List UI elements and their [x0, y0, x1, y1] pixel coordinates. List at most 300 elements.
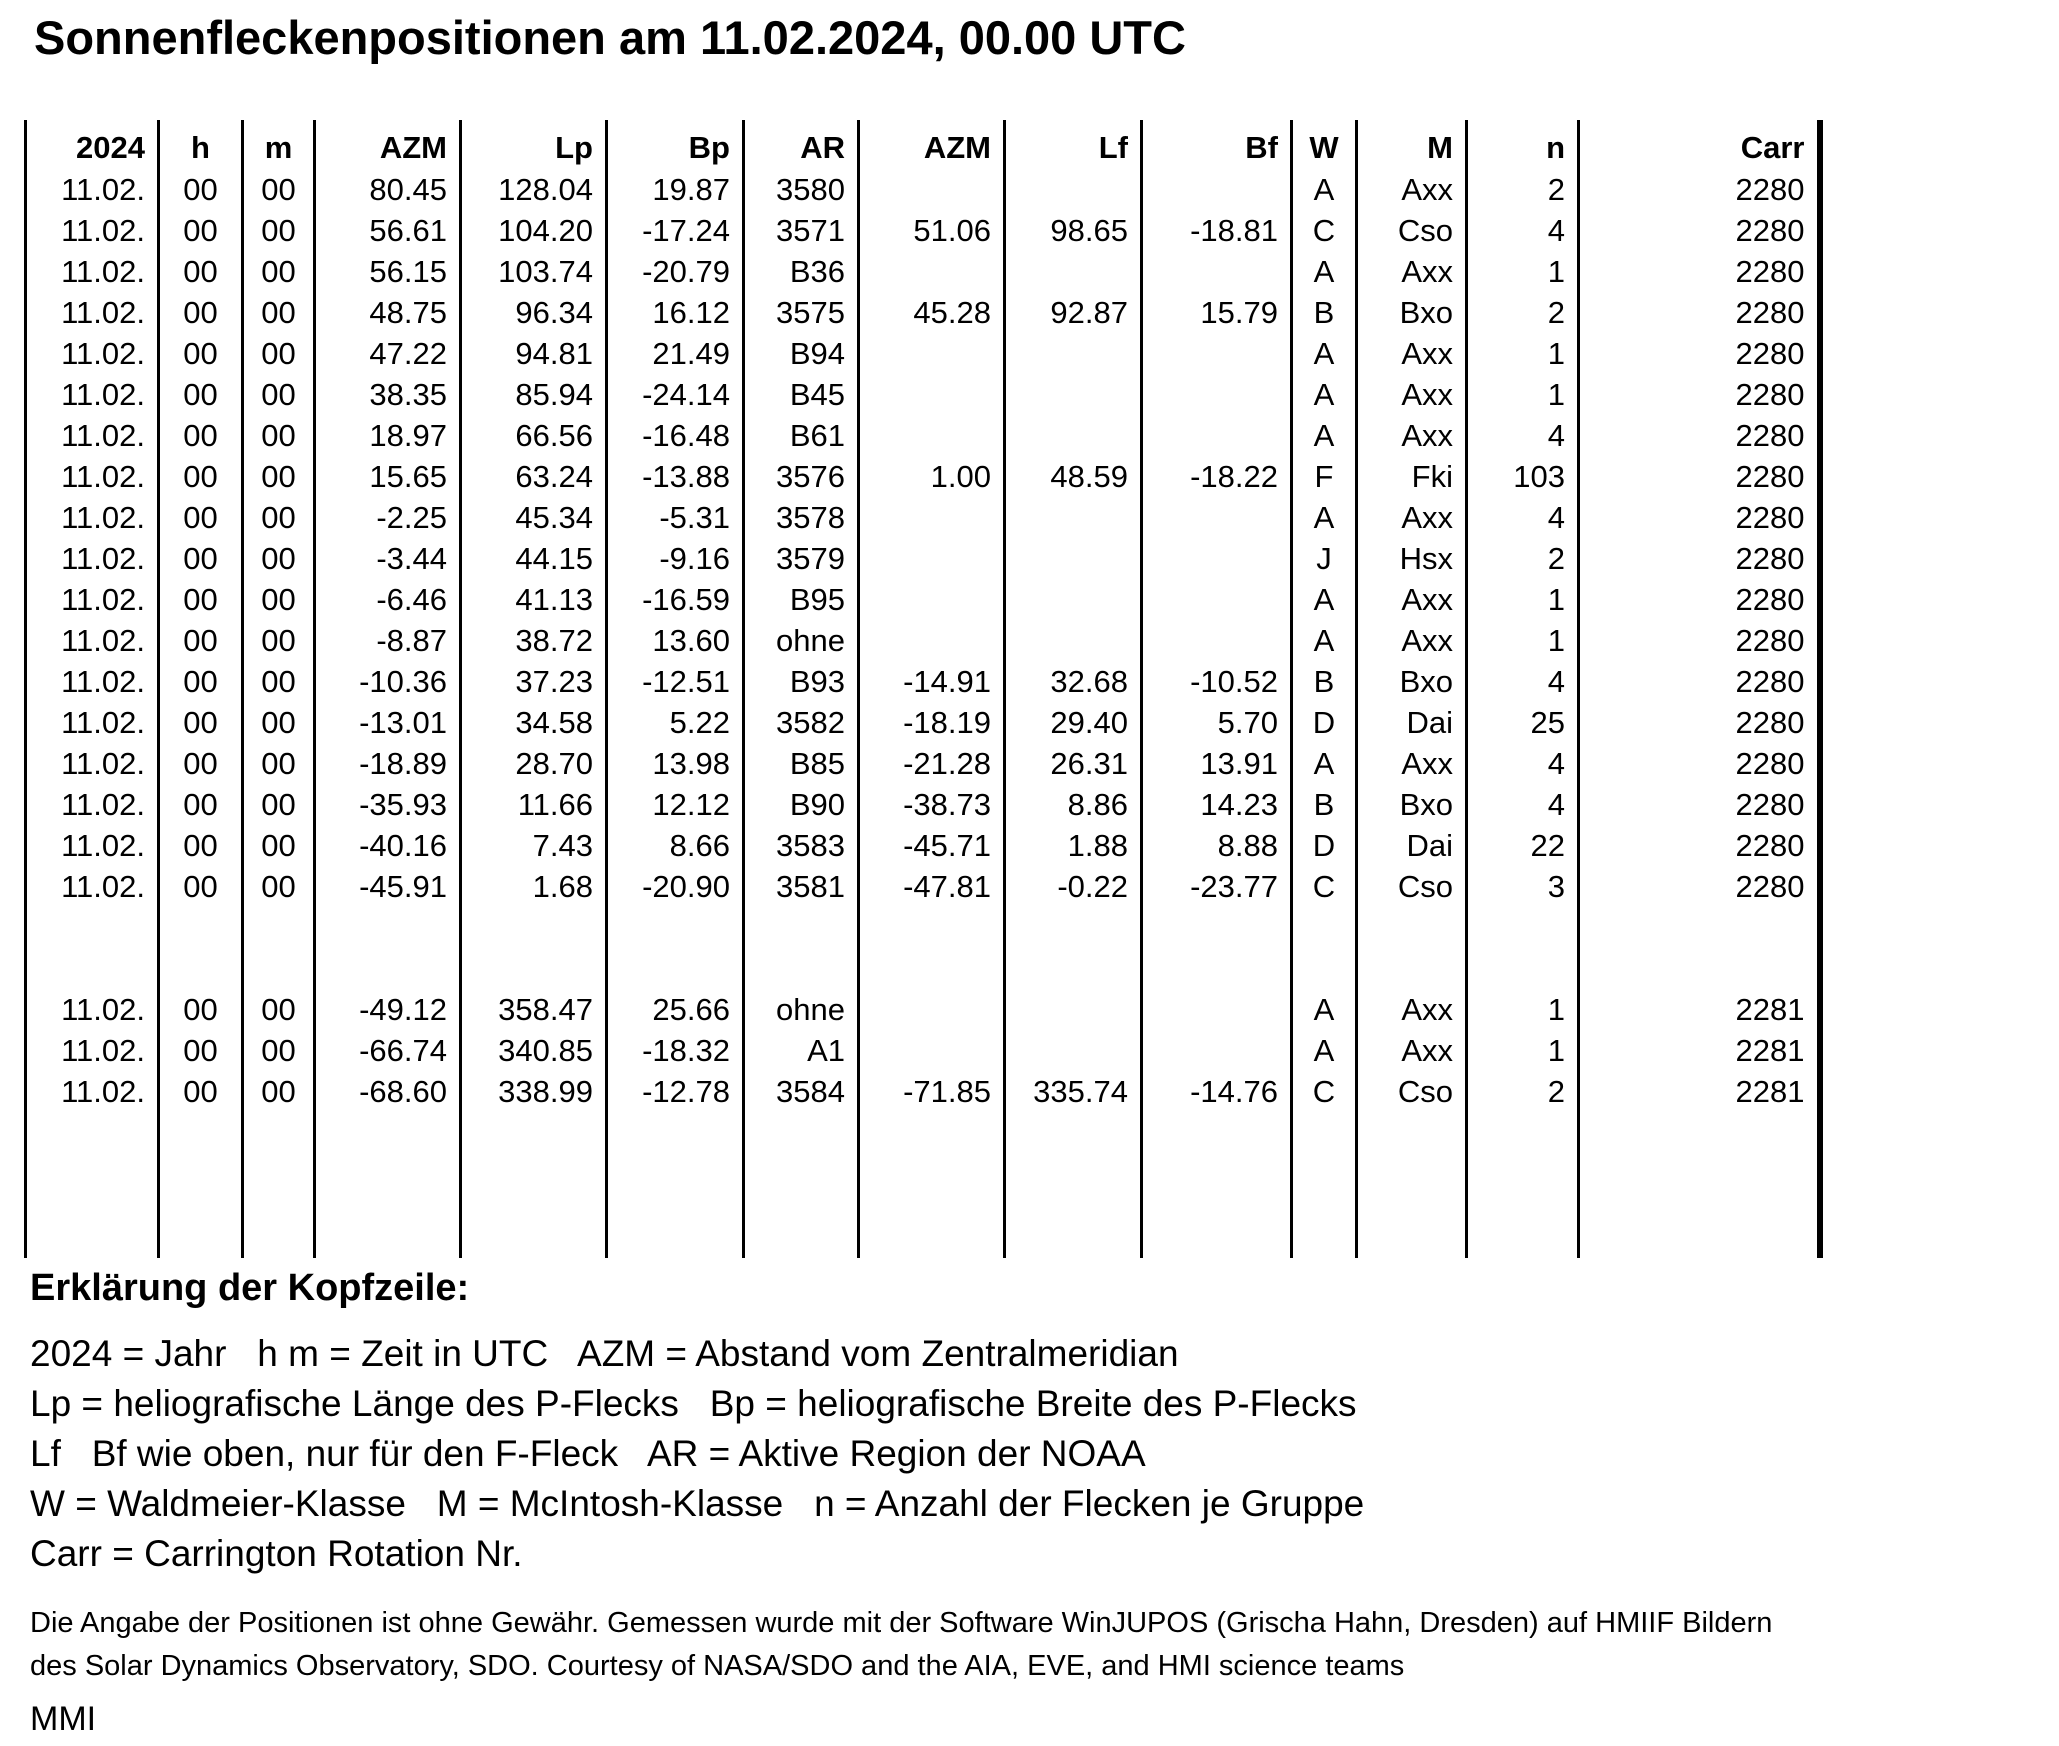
header-cell: Carr: [1579, 120, 1820, 169]
cell: 00: [243, 784, 315, 825]
cell: 11.02.: [26, 620, 159, 661]
table-row: [26, 702, 1820, 743]
cell: 00: [243, 538, 315, 579]
cell: 2: [1467, 1071, 1579, 1112]
cell: C: [1292, 210, 1357, 251]
cell: 358.47: [461, 989, 607, 1030]
cell: 340.85: [461, 1030, 607, 1071]
table-row: [26, 743, 1820, 784]
cell: 103: [1467, 456, 1579, 497]
cell: ohne: [744, 989, 859, 1030]
cell: [607, 1112, 744, 1258]
cell: [744, 907, 859, 989]
cell: 00: [243, 415, 315, 456]
table-row: [26, 415, 1820, 456]
cell: 00: [159, 456, 243, 497]
cell: B: [1292, 784, 1357, 825]
cell: 00: [243, 292, 315, 333]
cell: 5.22: [607, 702, 744, 743]
cell: 92.87: [1005, 292, 1142, 333]
table-row: [26, 579, 1820, 620]
cell: 38.35: [315, 374, 461, 415]
cell: 00: [243, 989, 315, 1030]
cell: [461, 1112, 607, 1258]
cell: 13.60: [607, 620, 744, 661]
cell: 11.02.: [26, 497, 159, 538]
cell: [859, 374, 1005, 415]
cell: 3579: [744, 538, 859, 579]
cell: 5.70: [1142, 702, 1292, 743]
cell: B95: [744, 579, 859, 620]
cell: 11.02.: [26, 333, 159, 374]
cell: 11.02.: [26, 251, 159, 292]
cell: [1142, 1112, 1292, 1258]
cell: 00: [159, 497, 243, 538]
cell: B94: [744, 333, 859, 374]
cell: 2280: [1579, 538, 1820, 579]
cell: -6.46: [315, 579, 461, 620]
cell: [1142, 538, 1292, 579]
cell: A: [1292, 333, 1357, 374]
cell: A: [1292, 989, 1357, 1030]
cell: 1: [1467, 620, 1579, 661]
cell: [1292, 1112, 1357, 1258]
cell: -20.90: [607, 866, 744, 907]
cell: 2280: [1579, 374, 1820, 415]
cell: 38.72: [461, 620, 607, 661]
cell: 47.22: [315, 333, 461, 374]
cell: -17.24: [607, 210, 744, 251]
cell: -13.01: [315, 702, 461, 743]
cell: 34.58: [461, 702, 607, 743]
cell: [1142, 251, 1292, 292]
cell: A: [1292, 579, 1357, 620]
cell: [1467, 907, 1579, 989]
cell: 00: [243, 866, 315, 907]
cell: [859, 579, 1005, 620]
cell: 28.70: [461, 743, 607, 784]
table-row: [26, 538, 1820, 579]
cell: [1005, 579, 1142, 620]
cell: 1: [1467, 333, 1579, 374]
cell: 13.91: [1142, 743, 1292, 784]
cell: 00: [243, 1030, 315, 1071]
explanation-line: Carr = Carrington Rotation Nr.: [30, 1533, 523, 1574]
cell: A: [1292, 374, 1357, 415]
header-cell: AZM: [859, 120, 1005, 169]
cell: [859, 989, 1005, 1030]
cell: 00: [159, 292, 243, 333]
header-cell: m: [243, 120, 315, 169]
cell: 4: [1467, 743, 1579, 784]
cell: [859, 415, 1005, 456]
cell: [744, 1112, 859, 1258]
header-cell: Bp: [607, 120, 744, 169]
cell: 2280: [1579, 702, 1820, 743]
cell: B90: [744, 784, 859, 825]
cell: [1005, 1030, 1142, 1071]
cell: -45.71: [859, 825, 1005, 866]
cell: 11.02.: [26, 579, 159, 620]
cell: Hsx: [1357, 538, 1467, 579]
header-cell: AZM: [315, 120, 461, 169]
cell: 8.88: [1142, 825, 1292, 866]
cell: -45.91: [315, 866, 461, 907]
cell: 3581: [744, 866, 859, 907]
cell: B85: [744, 743, 859, 784]
table-row: [26, 989, 1820, 1030]
cell: 2280: [1579, 251, 1820, 292]
cell: Dai: [1357, 825, 1467, 866]
cell: ohne: [744, 620, 859, 661]
cell: [1142, 374, 1292, 415]
cell: -66.74: [315, 1030, 461, 1071]
cell: 00: [243, 825, 315, 866]
cell: 2280: [1579, 620, 1820, 661]
cell: 7.43: [461, 825, 607, 866]
disclaimer-line: Die Angabe der Positionen ist ohne Gewähr. Gemessen wurde mit der Software WinJUPOS (Grischa Hahn, Dresden) auf HMIIF Bildern: [30, 1607, 1773, 1639]
page-title: Sonnenfleckenpositionen am 11.02.2024, 00.00 UTC: [34, 11, 1186, 64]
cell: 3582: [744, 702, 859, 743]
cell: 00: [243, 251, 315, 292]
cell: 00: [159, 825, 243, 866]
cell: 25: [1467, 702, 1579, 743]
cell: 00: [159, 333, 243, 374]
cell: [461, 907, 607, 989]
cell: [1357, 1112, 1467, 1258]
cell: 4: [1467, 497, 1579, 538]
cell: 2280: [1579, 210, 1820, 251]
cell: [859, 907, 1005, 989]
cell: 3580: [744, 169, 859, 210]
cell: [1579, 907, 1820, 989]
cell: 4: [1467, 415, 1579, 456]
cell: 98.65: [1005, 210, 1142, 251]
header-cell: AR: [744, 120, 859, 169]
cell: -20.79: [607, 251, 744, 292]
cell: 00: [159, 743, 243, 784]
cell: [1292, 907, 1357, 989]
explanation-block: [30, 1329, 1364, 1579]
cell: 3583: [744, 825, 859, 866]
cell: [1005, 415, 1142, 456]
cell: 1: [1467, 374, 1579, 415]
header-cell: n: [1467, 120, 1579, 169]
cell: 00: [243, 374, 315, 415]
cell: -40.16: [315, 825, 461, 866]
cell: B61: [744, 415, 859, 456]
cell: 00: [159, 784, 243, 825]
cell: -12.78: [607, 1071, 744, 1112]
cell: 00: [159, 210, 243, 251]
cell: 2280: [1579, 333, 1820, 374]
cell: Cso: [1357, 1071, 1467, 1112]
cell: 00: [243, 497, 315, 538]
cell: 44.15: [461, 538, 607, 579]
cell: 4: [1467, 784, 1579, 825]
cell: 3: [1467, 866, 1579, 907]
cell: -68.60: [315, 1071, 461, 1112]
table-row: [26, 374, 1820, 415]
table-row: [26, 1071, 1820, 1112]
cell: 00: [243, 210, 315, 251]
cell: [1142, 415, 1292, 456]
cell: [26, 1112, 159, 1258]
cell: [315, 1112, 461, 1258]
cell: 12.12: [607, 784, 744, 825]
cell: [1579, 1112, 1820, 1258]
cell: Axx: [1357, 620, 1467, 661]
cell: -18.32: [607, 1030, 744, 1071]
table-row: [26, 497, 1820, 538]
cell: [1142, 1030, 1292, 1071]
cell: 48.59: [1005, 456, 1142, 497]
cell: Axx: [1357, 497, 1467, 538]
header-row: [26, 120, 1820, 169]
cell: -10.52: [1142, 661, 1292, 702]
cell: 11.02.: [26, 866, 159, 907]
cell: 11.02.: [26, 1030, 159, 1071]
cell: 15.79: [1142, 292, 1292, 333]
cell: 11.02.: [26, 989, 159, 1030]
cell: 2280: [1579, 169, 1820, 210]
header-cell: Lp: [461, 120, 607, 169]
cell: C: [1292, 866, 1357, 907]
cell: [1357, 907, 1467, 989]
cell: [1005, 620, 1142, 661]
cell: -49.12: [315, 989, 461, 1030]
cell: [859, 538, 1005, 579]
header-cell: Lf: [1005, 120, 1142, 169]
table-row: [26, 1030, 1820, 1071]
explanation-line: 2024 = Jahr h m = Zeit in UTC AZM = Abstand vom Zentralmeridian: [30, 1333, 1179, 1374]
cell: [607, 907, 744, 989]
cell: Dai: [1357, 702, 1467, 743]
cell: 11.66: [461, 784, 607, 825]
cell: 96.34: [461, 292, 607, 333]
cell: 00: [159, 1071, 243, 1112]
header-cell: h: [159, 120, 243, 169]
cell: 00: [243, 743, 315, 784]
cell: 3584: [744, 1071, 859, 1112]
cell: 00: [243, 579, 315, 620]
cell: -71.85: [859, 1071, 1005, 1112]
table-head: [26, 120, 1820, 169]
cell: 94.81: [461, 333, 607, 374]
cell: [1005, 169, 1142, 210]
cell: [1142, 907, 1292, 989]
cell: B45: [744, 374, 859, 415]
header-cell: 2024: [26, 120, 159, 169]
cell: J: [1292, 538, 1357, 579]
cell: 2280: [1579, 456, 1820, 497]
cell: [859, 169, 1005, 210]
cell: A: [1292, 169, 1357, 210]
cell: 11.02.: [26, 661, 159, 702]
cell: 00: [159, 620, 243, 661]
cell: 11.02.: [26, 1071, 159, 1112]
cell: 1: [1467, 1030, 1579, 1071]
cell: B93: [744, 661, 859, 702]
cell: A: [1292, 497, 1357, 538]
cell: 32.68: [1005, 661, 1142, 702]
sunspot-position-table: [24, 120, 1823, 1258]
cell: [1005, 251, 1142, 292]
cell: B: [1292, 661, 1357, 702]
cell: -13.88: [607, 456, 744, 497]
cell: 1: [1467, 989, 1579, 1030]
cell: 85.94: [461, 374, 607, 415]
explanation-line: Lf Bf wie oben, nur für den F-Fleck AR = Aktive Region der NOAA: [30, 1433, 1146, 1474]
cell: 1: [1467, 251, 1579, 292]
cell: 11.02.: [26, 784, 159, 825]
cell: 3575: [744, 292, 859, 333]
cell: 00: [243, 169, 315, 210]
cell: -2.25: [315, 497, 461, 538]
cell: 2280: [1579, 292, 1820, 333]
cell: A: [1292, 1030, 1357, 1071]
cell: 00: [243, 1071, 315, 1112]
cell: 2281: [1579, 1071, 1820, 1112]
table-row: [26, 825, 1820, 866]
cell: 11.02.: [26, 415, 159, 456]
cell: Bxo: [1357, 661, 1467, 702]
spacer-row: [26, 907, 1820, 989]
cell: [859, 333, 1005, 374]
filler-row: [26, 1112, 1820, 1258]
cell: -14.91: [859, 661, 1005, 702]
cell: 00: [243, 456, 315, 497]
cell: 2280: [1579, 825, 1820, 866]
header-cell: W: [1292, 120, 1357, 169]
cell: [243, 1112, 315, 1258]
table-row: [26, 333, 1820, 374]
cell: -16.59: [607, 579, 744, 620]
cell: 2280: [1579, 743, 1820, 784]
cell: 8.66: [607, 825, 744, 866]
cell: 3571: [744, 210, 859, 251]
cell: [859, 620, 1005, 661]
cell: 66.56: [461, 415, 607, 456]
cell: 00: [159, 415, 243, 456]
cell: -10.36: [315, 661, 461, 702]
cell: [859, 251, 1005, 292]
cell: 2: [1467, 292, 1579, 333]
cell: 21.49: [607, 333, 744, 374]
cell: 2: [1467, 169, 1579, 210]
cell: -12.51: [607, 661, 744, 702]
cell: -5.31: [607, 497, 744, 538]
cell: 00: [159, 169, 243, 210]
cell: Cso: [1357, 866, 1467, 907]
cell: Axx: [1357, 1030, 1467, 1071]
cell: 4: [1467, 661, 1579, 702]
cell: Axx: [1357, 251, 1467, 292]
table-row: [26, 210, 1820, 251]
cell: -14.76: [1142, 1071, 1292, 1112]
cell: [1467, 1112, 1579, 1258]
cell: 11.02.: [26, 210, 159, 251]
cell: 3576: [744, 456, 859, 497]
explanation-line: W = Waldmeier-Klasse M = McIntosh-Klasse n = Anzahl der Flecken je Gruppe: [30, 1483, 1365, 1524]
cell: 11.02.: [26, 702, 159, 743]
cell: 16.12: [607, 292, 744, 333]
disclaimer-block: [30, 1602, 1772, 1688]
cell: 00: [243, 333, 315, 374]
cell: [1005, 1112, 1142, 1258]
cell: F: [1292, 456, 1357, 497]
cell: [315, 907, 461, 989]
cell: -47.81: [859, 866, 1005, 907]
cell: [1142, 579, 1292, 620]
cell: A: [1292, 415, 1357, 456]
cell: 3578: [744, 497, 859, 538]
cell: 00: [243, 661, 315, 702]
cell: [1005, 538, 1142, 579]
cell: -21.28: [859, 743, 1005, 784]
cell: A: [1292, 251, 1357, 292]
cell: 1.88: [1005, 825, 1142, 866]
cell: 22: [1467, 825, 1579, 866]
cell: -18.19: [859, 702, 1005, 743]
cell: A1: [744, 1030, 859, 1071]
cell: 4: [1467, 210, 1579, 251]
cell: 2280: [1579, 784, 1820, 825]
cell: Axx: [1357, 989, 1467, 1030]
cell: 00: [243, 620, 315, 661]
table-row: [26, 661, 1820, 702]
cell: -18.22: [1142, 456, 1292, 497]
cell: 13.98: [607, 743, 744, 784]
cell: [1005, 333, 1142, 374]
cell: 48.75: [315, 292, 461, 333]
cell: [859, 1030, 1005, 1071]
cell: 56.61: [315, 210, 461, 251]
cell: -24.14: [607, 374, 744, 415]
cell: 00: [159, 1030, 243, 1071]
explanation-line: Lp = heliografische Länge des P-Flecks Bp = heliografische Breite des P-Flecks: [30, 1383, 1357, 1424]
cell: 00: [243, 702, 315, 743]
cell: 11.02.: [26, 292, 159, 333]
cell: [1142, 497, 1292, 538]
cell: 00: [159, 866, 243, 907]
cell: A: [1292, 620, 1357, 661]
cell: -9.16: [607, 538, 744, 579]
cell: 335.74: [1005, 1071, 1142, 1112]
cell: Axx: [1357, 415, 1467, 456]
cell: Axx: [1357, 374, 1467, 415]
cell: [1005, 989, 1142, 1030]
cell: Axx: [1357, 579, 1467, 620]
cell: 2281: [1579, 989, 1820, 1030]
table-row: [26, 866, 1820, 907]
cell: 11.02.: [26, 825, 159, 866]
cell: [159, 1112, 243, 1258]
table-row: [26, 292, 1820, 333]
cell: [1142, 169, 1292, 210]
table-row: [26, 456, 1820, 497]
cell: Axx: [1357, 169, 1467, 210]
cell: 11.02.: [26, 538, 159, 579]
explanation-heading: Erklärung der Kopfzeile:: [30, 1267, 470, 1309]
cell: B36: [744, 251, 859, 292]
cell: 2280: [1579, 497, 1820, 538]
cell: 63.24: [461, 456, 607, 497]
cell: 2280: [1579, 579, 1820, 620]
cell: [1142, 620, 1292, 661]
cell: 18.97: [315, 415, 461, 456]
cell: [1005, 374, 1142, 415]
